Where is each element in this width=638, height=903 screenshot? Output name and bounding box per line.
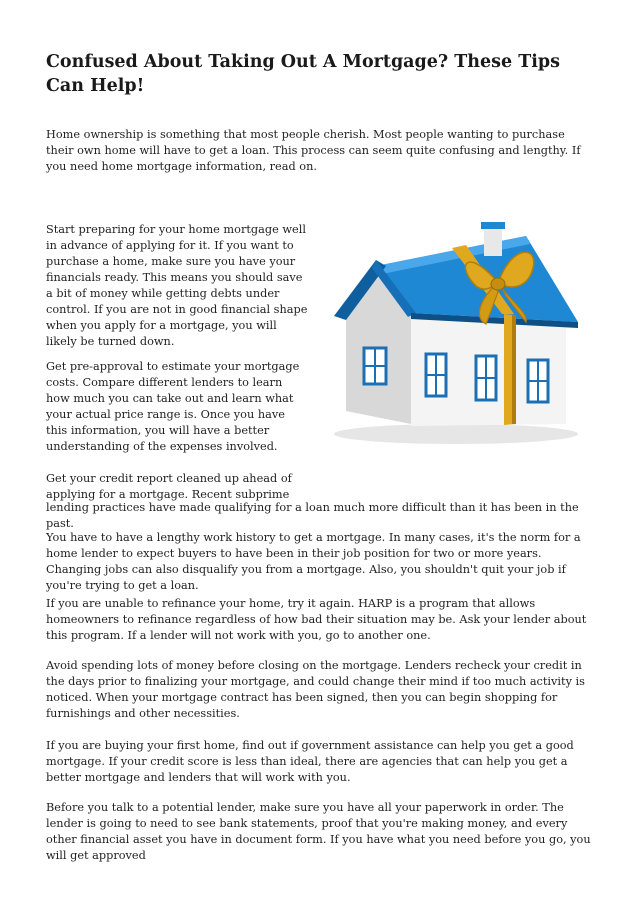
- paragraph-refinance: If you are unable to refinance your home, try it again. HARP is a program that allows homeowners to refinance regardless of how bad their situation may be. Ask your lender about this program. If a lender will not work with you, go to another one.: [46, 597, 587, 642]
- paragraph-credit-report-start: Get your credit report cleaned up ahead of applying for a mortgage. Recent subprime: [46, 472, 292, 501]
- paragraph-work-history: You have to have a lengthy work history to get a mortgage. In many cases, it's the norm for a home lender to expect buyers to have been in their job position for two or more years. Changing jobs can also disqualify you from a mortgage. Also, you shouldn't quit your job if you're trying to get a loan.: [46, 531, 581, 592]
- paragraph-pre-approval: Get pre-approval to estimate your mortgage costs. Compare different lenders to learn how much you can take out and learn what your actual price range is. Once you have this information, you will have a better understanding of the expenses involved.: [46, 360, 300, 453]
- paragraph-credit-report-end: lending practices have made qualifying for a loan much more difficult than it has been in the past.: [46, 501, 579, 530]
- paragraph-paperwork: Before you talk to a potential lender, make sure you have all your paperwork in order. The lender is going to need to see bank statements, proof that you're making money, and every other financial asset you have in document form. If you have what you need before you go, you will get approved: [46, 801, 591, 862]
- paragraph-first-home: If you are buying your first home, find out if government assistance can help you get a good mortgage. If your credit score is less than ideal, there are agencies that can help you get a better mortgage and lenders that will work with you.: [46, 739, 574, 784]
- paragraph-preparing: Start preparing for your home mortgage well in advance of applying for it. If you want to purchase a home, make sure you have your financials ready. This means you should save a bit of money while getting debts under control. If you are not in good financial shape when you apply for a mortgage, you will likely be turned down.: [46, 223, 308, 348]
- intro-paragraph: Home ownership is something that most people cherish. Most people wanting to purchase their own home will have to get a loan. This process can seem quite confusing and lengthy. If you need home mortgage information, read on.: [46, 128, 581, 173]
- house-with-gold-ribbon-icon: [316, 196, 587, 478]
- article-title: Confused About Taking Out A Mortgage? These Tips Can Help!: [46, 52, 560, 96]
- paragraph-spending: Avoid spending lots of money before closing on the mortgage. Lenders recheck your credit in the days prior to finalizing your mortgage, and could change their mind if too much activity is noticed. When your mortgage contract has been signed, then you can begin shopping for furnishings and other necessities.: [46, 659, 585, 720]
